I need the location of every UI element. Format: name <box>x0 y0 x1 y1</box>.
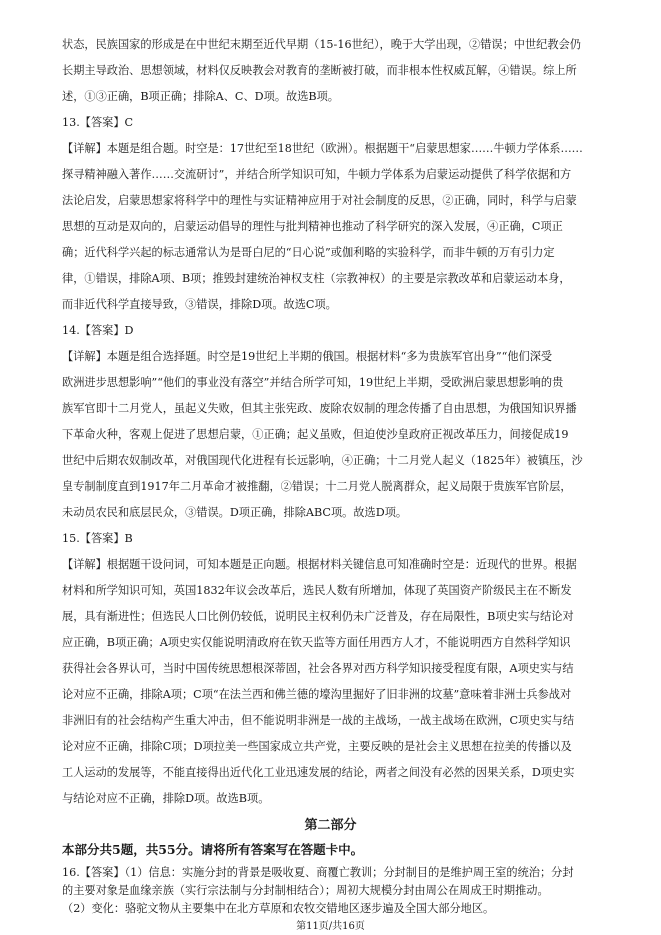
answer-14: 14.【答案】D <box>62 324 134 337</box>
section-heading: 第二部分 <box>304 818 357 833</box>
text-line: 获得社会各界认可，当时中国传统思想根深蒂固，社会各界对西方科学知识接受程度有限，A项史实与结 <box>62 662 574 675</box>
text-line: 律，①错误，排除A项、B项；推毁封建统治神权支柱（宗教神权）的主要是宗教改革和启蒙运动本身， <box>62 272 571 285</box>
text-line: 欧洲进步思想影响”“他们的事业没有落空”并结合所学可知，19世纪上半期，受欧洲启蒙思想影响的贵 <box>62 376 564 389</box>
text-line: 论对应不正确，排除A项；C项“在法兰西和佛兰德的壕沟里掘好了旧非洲的坟墓”意味着非洲士兵参战对 <box>62 688 572 701</box>
answer-16-line: 16.【答案】（1）信息：实施分封的背景是吸收夏、商覆亡教训；分封制目的是维护周王室的统治；分封 <box>62 866 574 879</box>
page-number-footer: 第11页/共16页 <box>296 921 365 932</box>
text-line: 确；近代科学兴起的标志通常认为是哥白尼的“日心说”或伽利略的实验科学，而非牛顿的万有引力定 <box>62 246 555 259</box>
text-line: 世纪中后期农奴制改革，对俄国现代化进程有长远影响，④正确；十二月党人起义（1825年）被镇压，沙 <box>62 454 583 467</box>
text-line: 工人运动的发展等，不能直接得出近代化工业迅速发展的结论，两者之间没有必然的因果关系，D项史实 <box>62 766 575 779</box>
text-line: 【详解】根据题干设问词，可知本题是正向题。根据材料关键信息可知准确时空是：近现代的世界。根据 <box>62 558 577 571</box>
answer-16-line: （2）变化：骆驼文物从主要集中在北方草原和农牧交错地区逐步遍及全国大部分地区。 <box>62 902 495 915</box>
text-line: 状态，民族国家的形成是在中世纪末期至近代早期（15-16世纪），晚于大学出现，②错误；中世纪教会仍 <box>62 38 581 51</box>
text-line: 非洲旧有的社会结构产生重大冲击，但不能说明非洲是一战的主战场，一战主战场在欧洲，C项史实与结 <box>62 714 575 727</box>
text-line: 族军官即十二月党人，虽起义失败，但其主张宪政、废除农奴制的理念传播了自由思想，为俄国知识界播 <box>62 402 577 415</box>
text-line: 述，①③正确，B项正确；排除A、C、D项。故选B项。 <box>62 90 339 103</box>
text-line: 皇专制制度直到1917年二月革命才被推翻，②错误；十二月党人脱离群众，起义局限于贵族军官阶层， <box>62 480 572 493</box>
section-note: 本部分共5题，共55分。请将所有答案写在答题卡中。 <box>62 842 364 857</box>
answer-13: 13.【答案】C <box>62 116 134 129</box>
text-line: 长期主导政治、思想领域，材料仅反映教会对教育的垄断被打破，而非根本性权威瓦解，④错误。综上所 <box>62 64 577 77</box>
text-line: 材料和所学知识可知，英国1832年议会改革后，选民人数有所增加，体现了英国资产阶级民主在不断发 <box>62 584 572 597</box>
answer-16-line: 的主要对象是血缘亲族（实行宗法制与分封制相结合）；周初大规模分封由周公在周成王时期推动。 <box>62 884 549 897</box>
text-line: 下革命火种，客观上促进了思想启蒙，①正确；起义虽败，但迫使沙皇政府正视改革压力，间接促成19 <box>62 428 569 441</box>
answer-15: 15.【答案】B <box>62 532 133 545</box>
text-line: 应正确，B项正确；A项史实仅能说明清政府在钦天监等方面任用西方人才，不能说明西方自然科学知识 <box>62 636 571 649</box>
text-line: 未动员农民和底层民众，③错误。D项正确，排除ABC项。故选D项。 <box>62 506 408 519</box>
text-line: 而非近代科学直接导致，③错误，排除D项。故选C项。 <box>62 298 337 311</box>
text-line: 【详解】本题是组合选择题。时空是19世纪上半期的俄国。根据材料“多为贵族军官出身”“他们深受 <box>62 350 553 363</box>
text-line: 探寻精神融入著作……交流研讨”，并结合所学知识可知，牛顿力学体系为启蒙运动提供了科学依据和方 <box>62 168 572 181</box>
text-line: 展，具有渐进性；但选民人口比例仍较低，说明民主权利仍未广泛普及，存在局限性，B项史实与结论对 <box>62 610 574 623</box>
text-line: 论对应不正确，排除C项；D项拉美一些国家成立共产党，主要反映的是社会主义思想在拉美的传播以及 <box>62 740 572 753</box>
text-line: 法论启发，启蒙思想家将科学中的理性与实证精神应用于对社会制度的反思，②正确，同时，科学与启蒙 <box>62 194 577 207</box>
text-line: 【详解】本题是组合题。时空是：17世纪至18世纪（欧洲）。根据题干“启蒙思想家……牛顿力学体系…… <box>62 142 583 155</box>
text-line: 与结论对应不正确，排除D项。故选B项。 <box>62 792 270 805</box>
text-line: 思想的互动是双向的，启蒙运动倡导的理性与批判精神也推动了科学研究的深入发展，④正确，C项正 <box>62 220 563 233</box>
